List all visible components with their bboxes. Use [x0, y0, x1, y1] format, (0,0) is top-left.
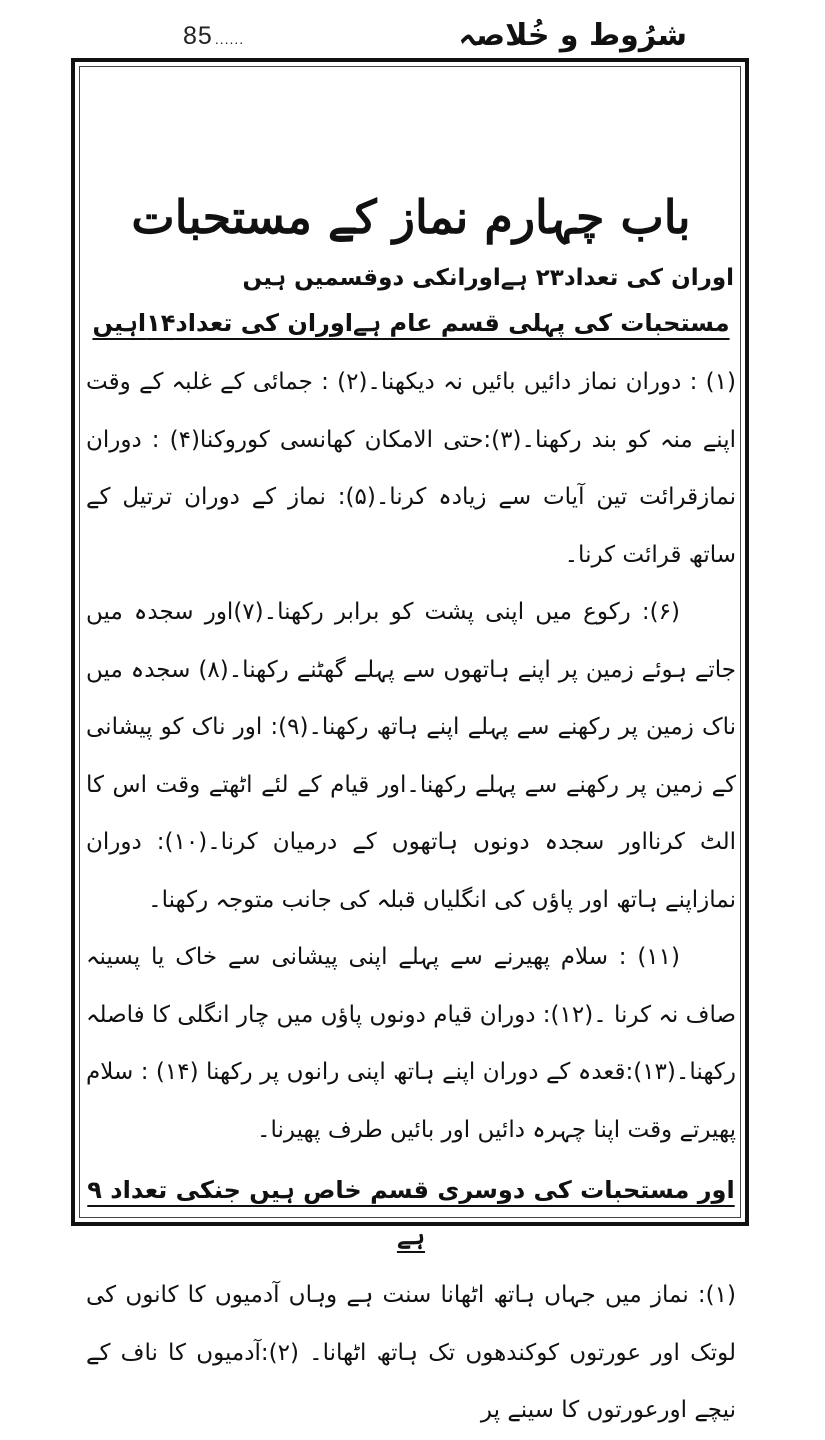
- paragraph: (۱۱) : سلام پھیرنے سے پہلے اپنی پیشانی سے خاک یا پسینہ صاف نہ کرنا ۔(۱۲): دوران قیام دونوں پاؤں میں چار انگلی کا فاصلہ رکھنا۔(۱۳):قعدہ کے دوران اپنے ہاتھ اپنی رانوں پر رکھنا (۱۴) : سلام پھیرتے وقت اپنا چہرہ دائیں اور بائیں طرف پھیرنا۔: [86, 944, 736, 1143]
- page-number: [183, 22, 244, 51]
- section-heading-specific: [80, 1167, 742, 1259]
- paragraph: (۱): نماز میں جہاں ہاتھ اٹھانا سنت ہے وہاں آدمیوں کا کانوں کی لوتک اور عورتوں کوکندھوں تک ہاتھ اٹھانا۔ (۲):آدمیوں کا ناف کے نیچے اورعورتوں کا سینے پر: [86, 1282, 736, 1423]
- page-header: [0, 14, 825, 64]
- page-content: [80, 180, 742, 1423]
- section-heading-specific-text: اور مستحبات کی دوسری قسم خاص ہیں جنکی تعداد ۹ ہے: [87, 1176, 735, 1250]
- paragraph: (۱) : دوران نماز دائیں بائیں نہ دیکھنا۔(۲) : جمائی کے غلبہ کے وقت اپنے منہ کو بند رکھنا۔(۳):حتی الامکان کھانسی کوروکنا(۴) : دوران نمازقرائت تین آیات سے زیادہ کرنا۔(۵): نماز کے دوران ترتیل کے ساتھ قرائت کرنا۔: [86, 369, 736, 568]
- intro-line: اوران کی تعداد۲۳ ہےاورانکی دوقسمیں ہیں: [242, 265, 734, 291]
- chapter-title: باب چہارم نماز کے مستحبات: [131, 190, 691, 244]
- page-number-dots: ......: [214, 31, 245, 47]
- section-heading-general: [80, 300, 742, 346]
- page-number-value: 85: [183, 22, 213, 50]
- book-title: شرُوط و خُلاصہ: [458, 18, 687, 53]
- paragraph: (۶): رکوع میں اپنی پشت کو برابر رکھنا۔(۷)اور سجدہ میں جاتے ہوئے زمین پر اپنے ہاتھوں سے پہلے گھٹنے رکھنا۔(۸) سجدہ میں ناک زمین پر رکھنے سے پہلے اپنے ہاتھ رکھنا۔(۹): اور ناک کو پیشانی کے زمین پر رکھنے سے پہلے رکھنا۔اور قیام کے لئے اٹھتے وقت اس کا الٹ کرنااور سجدہ دونوں ہاتھوں کے درمیان کرنا۔(۱۰): دوران نمازاپنے ہاتھ اور پاؤں کی انگلیاں قبلہ کی جانب متوجہ رکھنا۔: [86, 599, 736, 913]
- section-heading-general-text: مستحبات کی پہلی قسم عام ہےاوران کی تعداد۱۴اہیں: [92, 309, 730, 337]
